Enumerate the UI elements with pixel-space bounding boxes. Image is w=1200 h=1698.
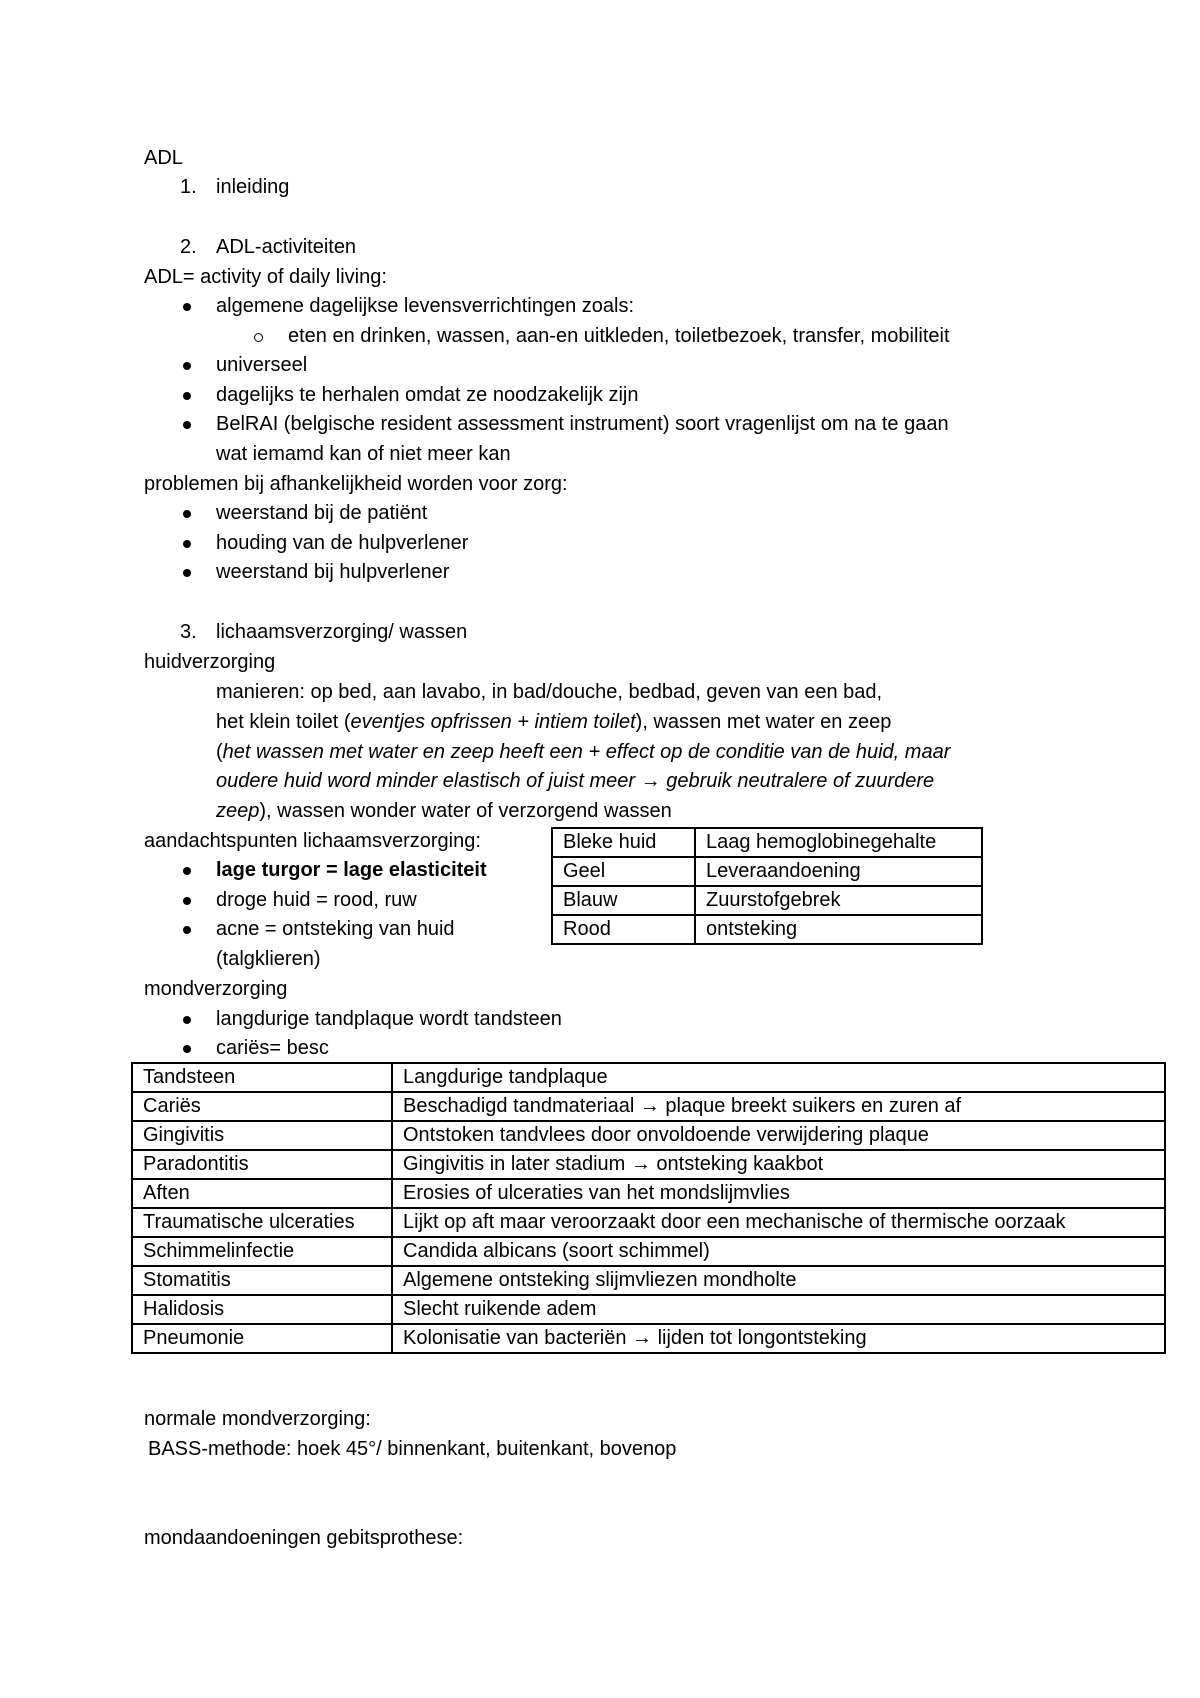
table-cell: Kolonisatie van bacteriën → lijden tot longontsteking: [392, 1324, 1165, 1353]
doc-title: ADL: [144, 147, 183, 169]
normal-mouth-heading: normale mondverzorging:: [144, 1408, 371, 1430]
table-row: [132, 1121, 1165, 1150]
bullet-icon: [183, 569, 191, 577]
table-cell: Bleke huid: [552, 828, 695, 857]
list-item: BelRAI (belgische resident assessment instrument) soort vragenlijst om na te gaan: [216, 413, 949, 435]
table-cell: Stomatitis: [132, 1266, 392, 1295]
table-cell: Algemene ontsteking slijmvliezen mondholte: [392, 1266, 1165, 1295]
table-cell: Laag hemoglobinegehalte: [695, 828, 982, 857]
bullet-icon: [183, 867, 191, 875]
table-row: [132, 1208, 1165, 1237]
table-cell: Pneumonie: [132, 1324, 392, 1353]
bullet-icon: [183, 926, 191, 934]
table-cell: Slecht ruikende adem: [392, 1295, 1165, 1324]
table-row: [132, 1295, 1165, 1324]
skin-heading: huidverzorging: [144, 651, 276, 673]
table-row: [552, 915, 982, 944]
table-cell: Cariës: [132, 1092, 392, 1121]
adl-definition: ADL= activity of daily living:: [144, 266, 387, 288]
bullet-icon: [183, 362, 191, 370]
skin-text-line: oudere huid word minder elastisch of juist meer → gebruik neutralere of zuurdere: [216, 770, 935, 792]
prosthesis-heading: mondaandoeningen gebitsprothese:: [144, 1527, 464, 1549]
table-cell: Gingivitis: [132, 1121, 392, 1150]
list-item: lage turgor = lage elasticiteit: [216, 859, 487, 881]
section-heading: lichaamsverzorging/ wassen: [216, 621, 468, 643]
table-cell: Halidosis: [132, 1295, 392, 1324]
skin-color-table: [551, 827, 983, 945]
table-cell: Paradontitis: [132, 1150, 392, 1179]
table-cell: Beschadigd tandmateriaal → plaque breekt suikers en zuren af: [392, 1092, 1165, 1121]
table-cell: Erosies of ulceraties van het mondslijmvlies: [392, 1179, 1165, 1208]
list-item: cariës= besc: [216, 1037, 329, 1059]
table-row: [132, 1266, 1165, 1295]
list-item: langdurige tandplaque wordt tandsteen: [216, 1008, 562, 1030]
list-item: dagelijks te herhalen omdat ze noodzakelijk zijn: [216, 384, 639, 406]
skin-text-line: het klein toilet (eventjes opfrissen + intiem toilet), wassen met water en zeep: [216, 711, 892, 733]
table-row: [132, 1237, 1165, 1266]
skin-text-line: zeep), wassen wonder water of verzorgend wassen: [216, 800, 672, 822]
table-cell: Blauw: [552, 886, 695, 915]
list-item: weerstand bij de patiënt: [216, 502, 428, 524]
table-cell: Lijkt op aft maar veroorzaakt door een mechanische of thermische oorzaak: [392, 1208, 1165, 1237]
table-cell: Schimmelinfectie: [132, 1237, 392, 1266]
table-cell: Aften: [132, 1179, 392, 1208]
problems-heading: problemen bij afhankelijkheid worden voor zorg:: [144, 473, 568, 495]
list-item: algemene dagelijkse levensverrichtingen zoals:: [216, 295, 635, 317]
bullet-icon: [183, 540, 191, 548]
skin-text-line: manieren: op bed, aan lavabo, in bad/douche, bedbad, geven van een bad,: [216, 681, 883, 703]
table-cell: Tandsteen: [132, 1063, 392, 1092]
table-cell: ontsteking: [695, 915, 982, 944]
arrow-right-icon: →: [640, 770, 661, 792]
mouth-conditions-table: [131, 1062, 1166, 1354]
table-cell: Gingivitis in later stadium → ontsteking kaakbot: [392, 1150, 1165, 1179]
list-item: droge huid = rood, ruw: [216, 889, 417, 911]
bullet-icon: [183, 1045, 191, 1053]
table-row: [132, 1063, 1165, 1092]
list-item-continuation: (talgklieren): [216, 948, 321, 970]
table-cell: Geel: [552, 857, 695, 886]
mouth-heading: mondverzorging: [144, 978, 288, 1000]
table-cell: Leveraandoening: [695, 857, 982, 886]
table-row: [552, 886, 982, 915]
table-row: [132, 1324, 1165, 1353]
table-cell: Candida albicans (soort schimmel): [392, 1237, 1165, 1266]
bullet-icon: [183, 510, 191, 518]
sub-list-item: eten en drinken, wassen, aan-en uitkleden, toiletbezoek, transfer, mobiliteit: [288, 325, 950, 347]
table-cell: Langdurige tandplaque: [392, 1063, 1165, 1092]
attention-heading: aandachtspunten lichaamsverzorging:: [144, 830, 481, 852]
section-number: 3.: [180, 621, 197, 643]
table-row: [132, 1179, 1165, 1208]
circle-bullet-icon: [254, 333, 263, 342]
bullet-icon: [183, 303, 191, 311]
table-row: [552, 828, 982, 857]
list-item: weerstand bij hulpverlener: [216, 561, 450, 583]
table-cell: Traumatische ulceraties: [132, 1208, 392, 1237]
section-number: 1.: [180, 176, 197, 198]
skin-text-line: (het wassen met water en zeep heeft een + effect op de conditie van de huid, maar: [216, 741, 951, 763]
list-item: houding van de hulpverlener: [216, 532, 469, 554]
table-row: [552, 857, 982, 886]
bullet-icon: [183, 392, 191, 400]
bullet-icon: [183, 421, 191, 429]
section-heading: inleiding: [216, 176, 290, 198]
list-item: universeel: [216, 354, 308, 376]
table-row: [132, 1150, 1165, 1179]
table-row: [132, 1092, 1165, 1121]
bass-method-line: BASS-methode: hoek 45°/ binnenkant, buitenkant, bovenop: [148, 1438, 677, 1460]
list-item-continuation: wat iemamd kan of niet meer kan: [216, 443, 511, 465]
section-number: 2.: [180, 236, 197, 258]
list-item: acne = ontsteking van huid: [216, 918, 455, 940]
table-cell: Ontstoken tandvlees door onvoldoende verwijdering plaque: [392, 1121, 1165, 1150]
table-cell: Rood: [552, 915, 695, 944]
section-heading: ADL-activiteiten: [216, 236, 357, 258]
bullet-icon: [183, 1016, 191, 1024]
table-cell: Zuurstofgebrek: [695, 886, 982, 915]
bullet-icon: [183, 897, 191, 905]
